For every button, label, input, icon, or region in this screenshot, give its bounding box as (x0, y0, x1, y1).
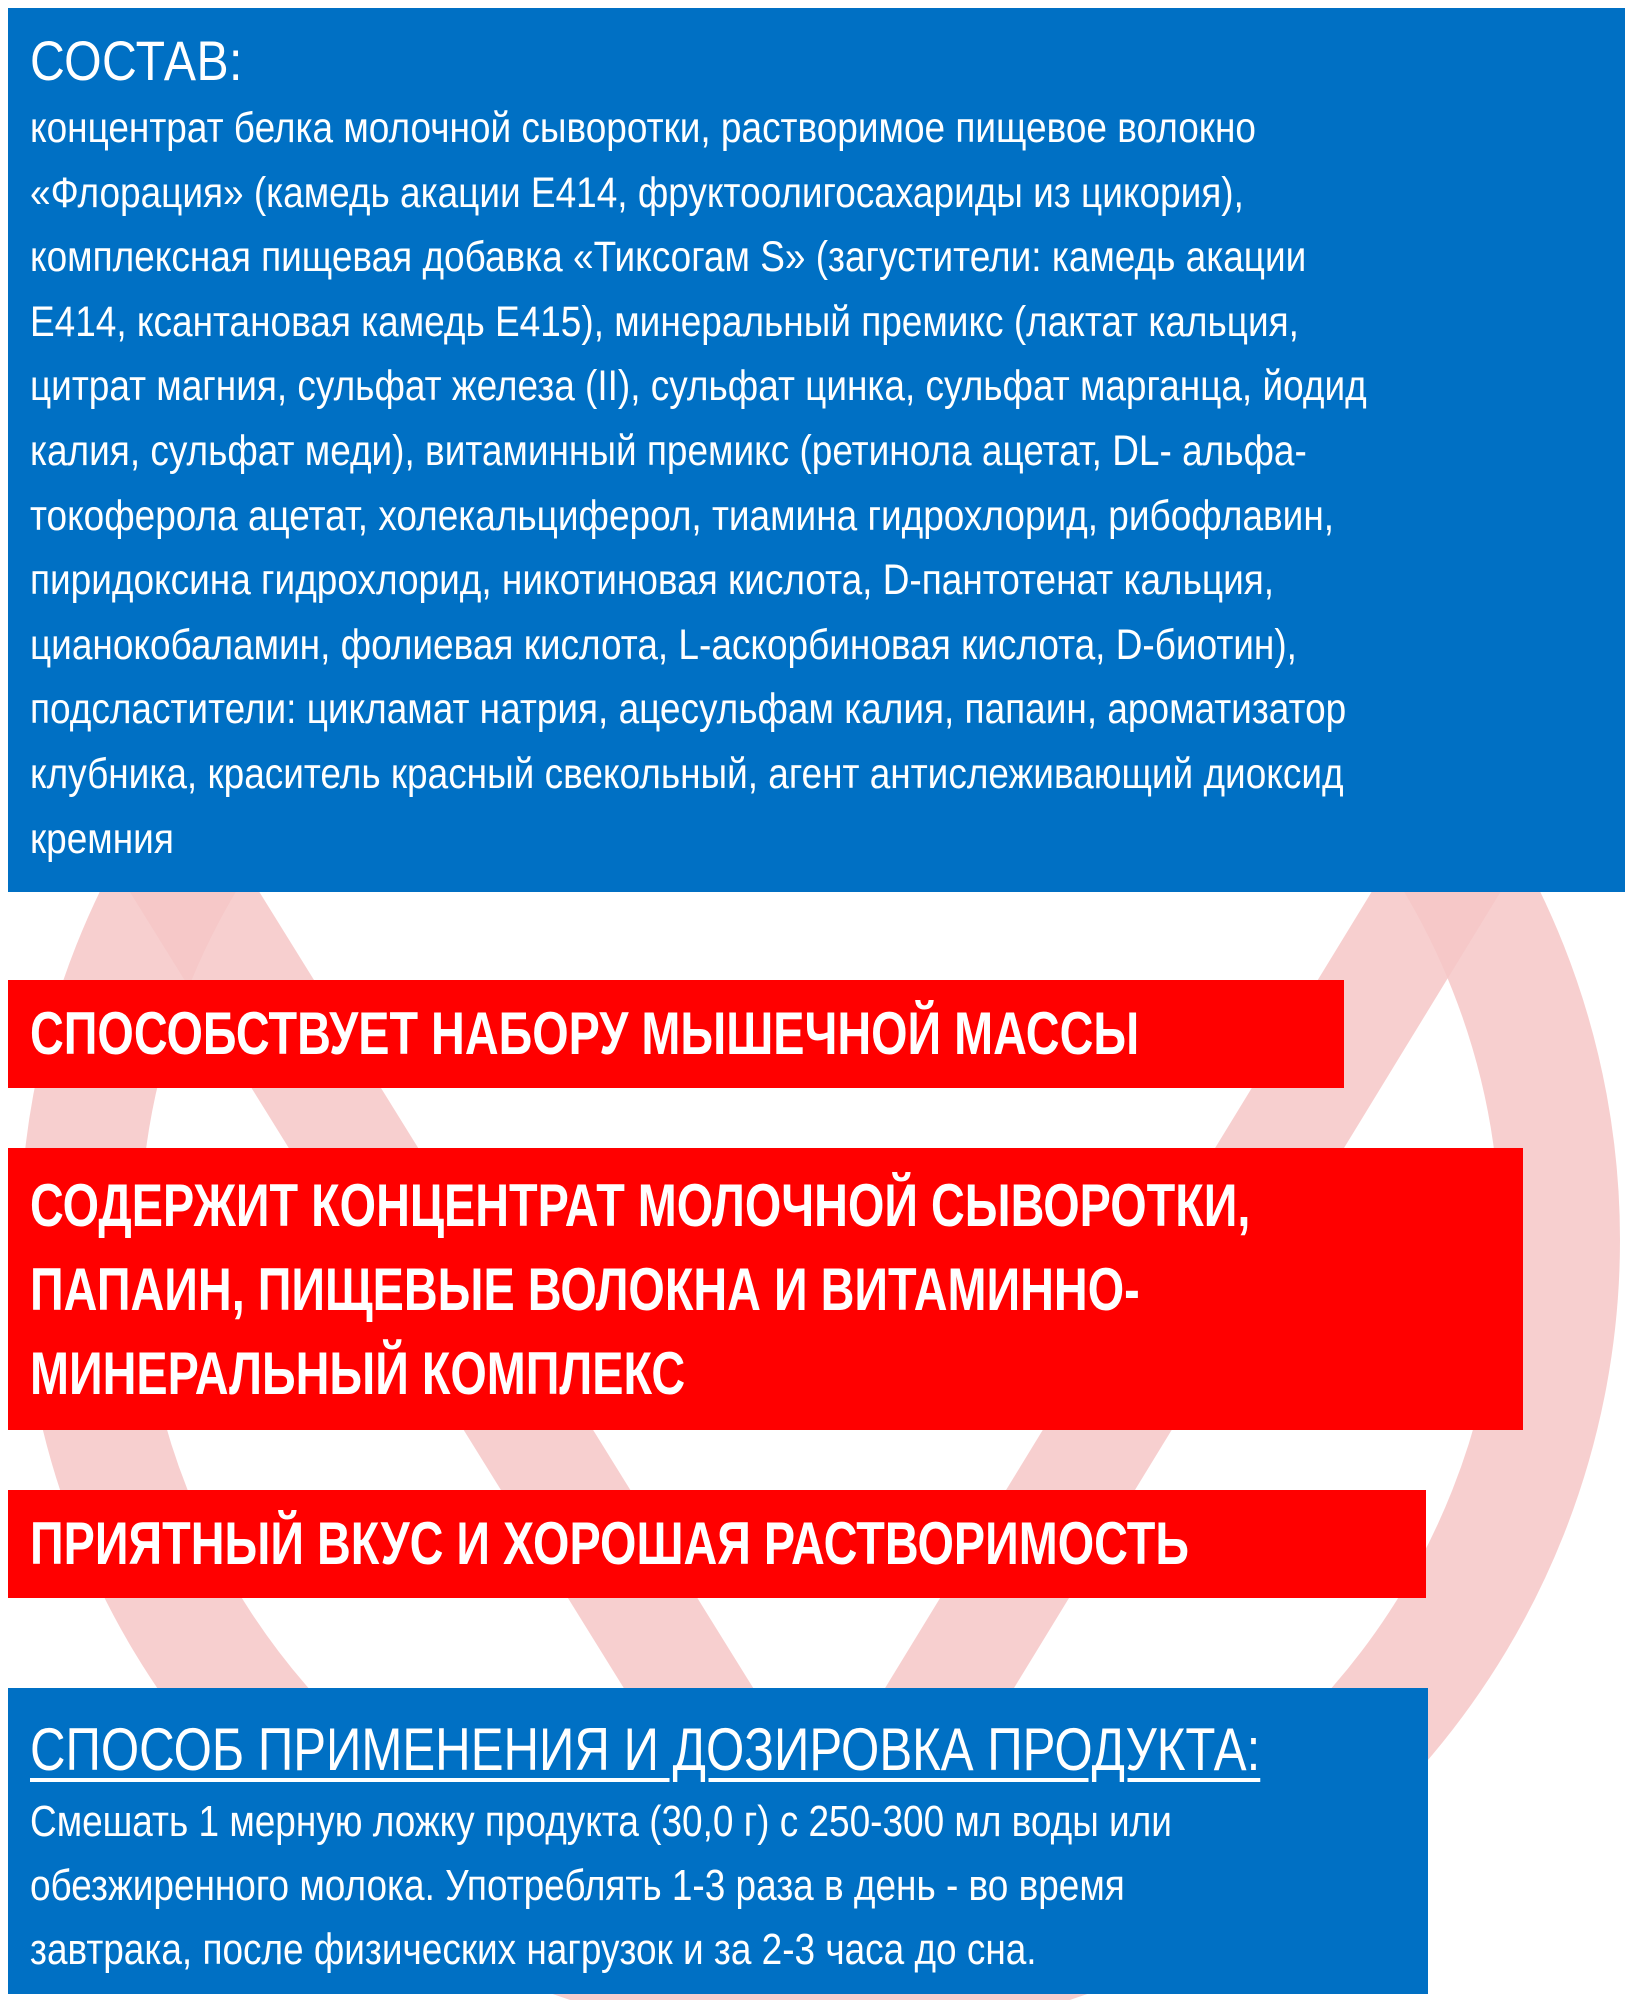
composition-line: токоферола ацетат, холекальциферол, тиамина гидрохлорид, рибофлавин, (30, 491, 1335, 540)
claim-taste-banner (8, 1490, 1426, 1598)
claim-ingredients-line: ПАПАИН, ПИЩЕВЫЕ ВОЛОКНА И ВИТАМИННО- (30, 1256, 1140, 1323)
claim-muscle-mass-banner (8, 980, 1344, 1088)
usage-title: СПОСОБ ПРИМЕНЕНИЯ И ДОЗИРОВКА ПРОДУКТА: (30, 1716, 1261, 1783)
composition-title: СОСТАВ: (30, 29, 243, 92)
composition-text (30, 96, 1604, 871)
composition-panel (8, 8, 1625, 892)
claim-ingredients-line: МИНЕРАЛЬНЫЙ КОМПЛЕКС (30, 1340, 686, 1407)
usage-line: завтрака, после физических нагрузок и за 2-3 часа до сна. (30, 1925, 1037, 1974)
claim-ingredients-text (30, 1164, 1250, 1416)
composition-line: «Флорация» (камедь акации Е414, фруктоолигосахариды из цикория), (30, 168, 1244, 217)
composition-line: клубника, краситель красный свекольный, агент антислеживающий диоксид (30, 749, 1344, 798)
usage-line: Смешать 1 мерную ложку продукта (30,0 г) с 250-300 мл воды или (30, 1797, 1172, 1846)
composition-line: калия, сульфат меди), витаминный премикс (ретинола ацетат, DL- альфа- (30, 426, 1307, 475)
usage-panel (8, 1688, 1428, 1994)
composition-line: цитрат магния, сульфат железа (II), сульфат цинка, сульфат марганца, йодид (30, 362, 1367, 411)
usage-line: обезжиренного молока. Употреблять 1-3 раза в день - во время (30, 1861, 1125, 1910)
composition-line: пиридоксина гидрохлорид, никотиновая кислота, D-пантотенат кальция, (30, 556, 1275, 605)
composition-line: комплексная пищевая добавка «Тиксогам S» (загустители: камедь акации (30, 233, 1307, 282)
composition-line: концентрат белка молочной сыворотки, растворимое пищевое волокно (30, 104, 1256, 152)
claim-ingredients-line: СОДЕРЖИТ КОНЦЕНТРАТ МОЛОЧНОЙ СЫВОРОТКИ, (30, 1172, 1251, 1239)
claim-taste-text: ПРИЯТНЫЙ ВКУС И ХОРОШАЯ РАСТВОРИМОСТЬ (30, 1510, 1190, 1577)
composition-line: подсластители: цикламат натрия, ацесульфам калия, папаин, ароматизатор (30, 685, 1347, 734)
composition-line: цианокобаламин, фолиевая кислота, L-аскорбиновая кислота, D-биотин), (30, 620, 1297, 669)
claim-ingredients-banner (8, 1148, 1523, 1430)
claim-muscle-mass-text: СПОСОБСТВУЕТ НАБОРУ МЫШЕЧНОЙ МАССЫ (30, 1000, 1140, 1067)
composition-line: кремния (30, 814, 174, 863)
usage-text (30, 1790, 1408, 1982)
composition-line: Е414, ксантановая камедь Е415), минеральный премикс (лактат кальция, (30, 297, 1299, 346)
